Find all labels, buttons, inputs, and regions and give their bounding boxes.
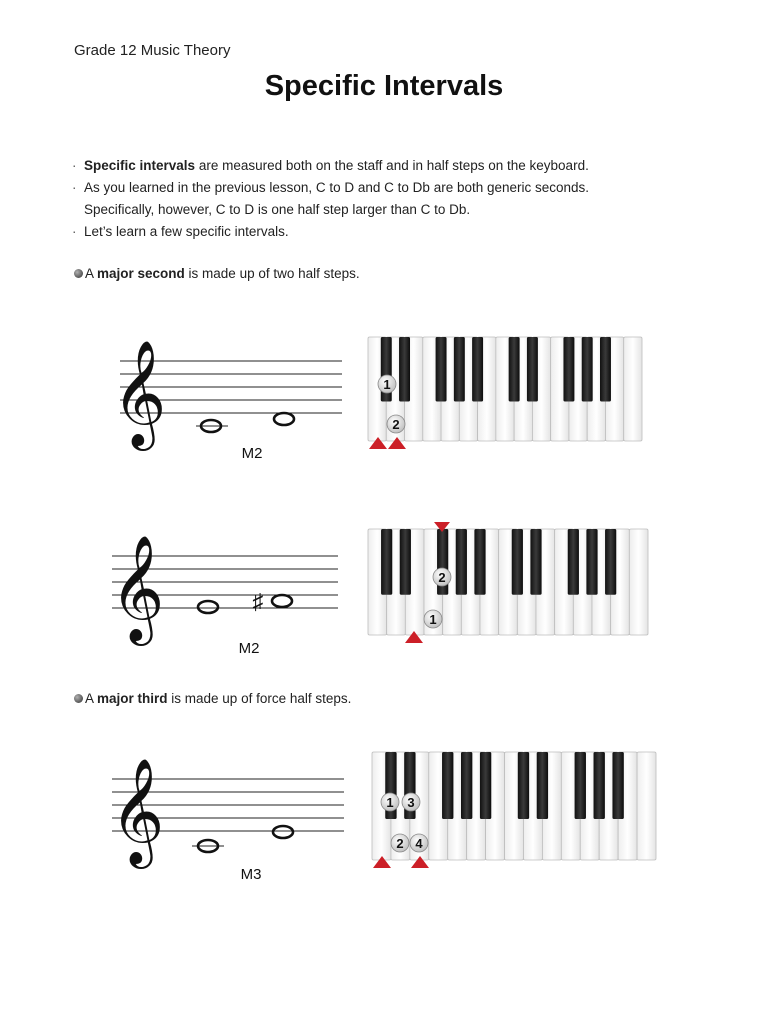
black-key	[594, 752, 605, 819]
section-prefix: A	[85, 691, 98, 706]
bullet-text: As you learned in the previous lesson, C to D and C to Db are both generic seconds.	[84, 180, 590, 195]
black-key	[456, 529, 467, 595]
section-term: major second	[97, 266, 185, 281]
black-key	[381, 529, 392, 595]
black-key	[461, 752, 472, 819]
keyboard-example-2	[368, 522, 648, 643]
keyboard-example-1	[368, 337, 642, 449]
treble-clef-icon: 𝄞	[110, 760, 165, 862]
half-step-number: 1	[429, 612, 437, 627]
black-key	[474, 529, 485, 595]
staff-example-3	[110, 759, 344, 883]
half-step-number: 2	[438, 570, 446, 585]
whole-note	[272, 595, 292, 607]
section-suffix: is made up of force half steps.	[167, 691, 352, 706]
course-title: Grade 12 Music Theory	[74, 42, 231, 59]
whole-note	[273, 826, 293, 838]
bullet-dot-icon: ·	[72, 224, 77, 239]
whole-note	[274, 413, 294, 425]
black-key	[518, 752, 529, 819]
interval-label: M2	[238, 640, 260, 657]
half-step-number: 2	[396, 836, 404, 851]
black-key	[612, 752, 623, 819]
keyboard-example-3	[372, 752, 656, 868]
treble-clef-icon: 𝄞	[110, 537, 165, 639]
black-key	[575, 752, 586, 819]
black-key	[605, 529, 616, 595]
black-key	[454, 337, 465, 401]
staff-example-1	[112, 341, 342, 462]
section-prefix: A	[85, 266, 98, 281]
bullet-continuation: Specifically, however, C to D is one half step larger than C to Db.	[84, 202, 471, 217]
section-term: major third	[97, 691, 168, 706]
black-key	[472, 337, 483, 401]
page-title: Specific Intervals	[264, 70, 504, 102]
white-key	[624, 337, 642, 441]
black-key	[563, 337, 574, 401]
black-key	[509, 337, 520, 401]
staff-example-2	[110, 536, 338, 657]
black-key	[442, 752, 453, 819]
bullet-bold: Specific intervals	[84, 158, 196, 173]
bullet-text: Let’s learn a few specific intervals.	[84, 224, 289, 239]
black-key	[400, 529, 411, 595]
sharp-accidental: ♯	[252, 589, 264, 614]
black-key	[527, 337, 538, 401]
black-key	[512, 529, 523, 595]
half-step-number: 1	[386, 795, 394, 810]
black-key	[582, 337, 593, 401]
bullet-dot-icon: ·	[72, 158, 77, 173]
half-step-number: 1	[383, 377, 391, 392]
bullet-text: are measured both on the staff and in half steps on the keyboard.	[195, 158, 589, 173]
white-key	[637, 752, 656, 860]
black-key	[600, 337, 611, 401]
black-key	[399, 337, 410, 401]
whole-note	[198, 601, 218, 613]
treble-clef-icon: 𝄞	[112, 342, 167, 444]
black-key	[586, 529, 597, 595]
section-suffix: is made up of two half steps.	[184, 266, 360, 281]
interval-label: M3	[240, 866, 262, 883]
black-key	[530, 529, 541, 595]
black-key	[568, 529, 579, 595]
black-key	[537, 752, 548, 819]
black-key	[436, 337, 447, 401]
white-key	[629, 529, 648, 635]
half-step-number: 2	[392, 417, 400, 432]
half-step-number: 4	[415, 836, 423, 851]
bullet-dot-icon: ·	[72, 180, 77, 195]
half-step-number: 3	[407, 795, 415, 810]
black-key	[480, 752, 491, 819]
interval-label: M2	[241, 445, 263, 462]
